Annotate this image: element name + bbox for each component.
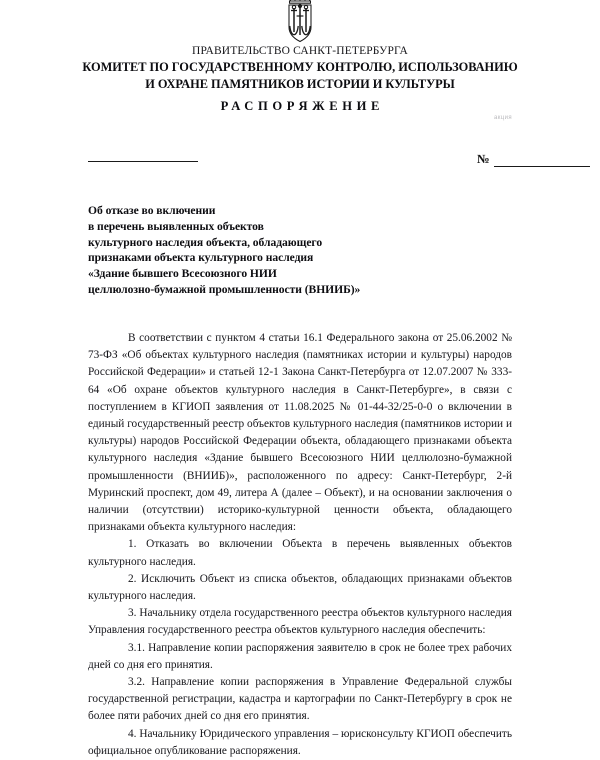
header-committee-line-1: КОМИТЕТ ПО ГОСУДАРСТВЕННОМУ КОНТРОЛЮ, ИСПОЛЬЗОВАНИЮ [82, 60, 518, 74]
header-government-line: ПРАВИТЕЛЬСТВО САНКТ-ПЕТЕРБУРГА [191, 45, 408, 57]
number-symbol-label: № [477, 152, 490, 166]
document-title-block [88, 203, 418, 298]
title-line-4: признаками объекта культурного наследия [88, 251, 314, 265]
body-preamble-paragraph: В соответствии с пунктом 4 статьи 16.1 Федерального закона от 25.06.2002 № 73-ФЗ «Об объектах культурного наследия (памятниках истории и культуры) народов Российской Федерации» и статьей 12-1 Закона Санкт-Петербурга от 12.07.2007 № 333-64 «Об охране объектов культурного наследия в Санкт-Петербурге», в связи с поступлением в КГИОП заявления от 11.08.2025 № 01-44-32/25-0-0 о включении в единый государственный реестр объектов культурного наследия (памятников истории и культуры) народов Российской Федерации объекта, обладающего признаками объекта культурного наследия «Здание бывшего Всесоюзного НИИ целлюлозно-бумажной промышленности (ВНИИБ)», расположенного по адресу: Санкт-Петербург, 2-й Муринский проспект, дом 49, литера А (далее – Объект), и на основании заключения о наличии (отсутствии) историко-культурной ценности объекта, обладающего признаками объекта культурного наследия: [88, 332, 512, 534]
body-item-3-2: 3.2. Направление копии распоряжения в Управление Федеральной службы государственной регистрации, кадастра и картографии по Санкт-Петербургу в срок не более пяти рабочих дней со дня его принятия. [88, 676, 512, 723]
document-kind-heading: РАСПОРЯЖЕНИЕ [220, 99, 385, 113]
title-line-3: культурного наследия объекта, обладающего [88, 235, 323, 249]
title-line-1: Об отказе во включении [88, 204, 216, 217]
body-item-2: 2. Исключить Объект из списка объектов, обладающих признаками объектов культурного наследия. [88, 572, 512, 603]
number-blank-line[interactable] [494, 166, 590, 167]
body-item-1: 1. Отказать во включении Объекта в перечень выявленных объектов культурного наследия. [88, 538, 512, 568]
scan-artifact-mark: акция [494, 115, 512, 121]
document-body [88, 330, 512, 760]
title-line-5: «Здание бывшего Всесоюзного НИИ [88, 267, 277, 281]
document-header [0, 44, 600, 114]
title-line-6: целлюлозно-бумажной промышленности (ВНИИБ)» [88, 282, 361, 296]
body-item-3-1: 3.1. Направление копии распоряжения заявителю в срок не более трех рабочих дней со дня его принятия. [88, 641, 512, 671]
title-line-2: в перечень выявленных объектов [88, 219, 264, 233]
date-blank-line[interactable] [88, 161, 198, 162]
saint-petersburg-coat-of-arms-icon [278, 0, 322, 44]
body-item-3: 3. Начальнику отдела государственного реестра объектов культурного наследия Управления государственного реестра объектов культурного наследия обеспечить: [88, 607, 512, 637]
emblem-container [0, 0, 600, 44]
header-committee-line-2: И ОХРАНЕ ПАМЯТНИКОВ ИСТОРИИ И КУЛЬТУРЫ [145, 76, 455, 91]
date-number-row [0, 152, 600, 174]
body-item-4: 4. Начальнику Юридического управления – юрисконсульту КГИОП обеспечить официальное опубликование распоряжения. [88, 727, 512, 757]
